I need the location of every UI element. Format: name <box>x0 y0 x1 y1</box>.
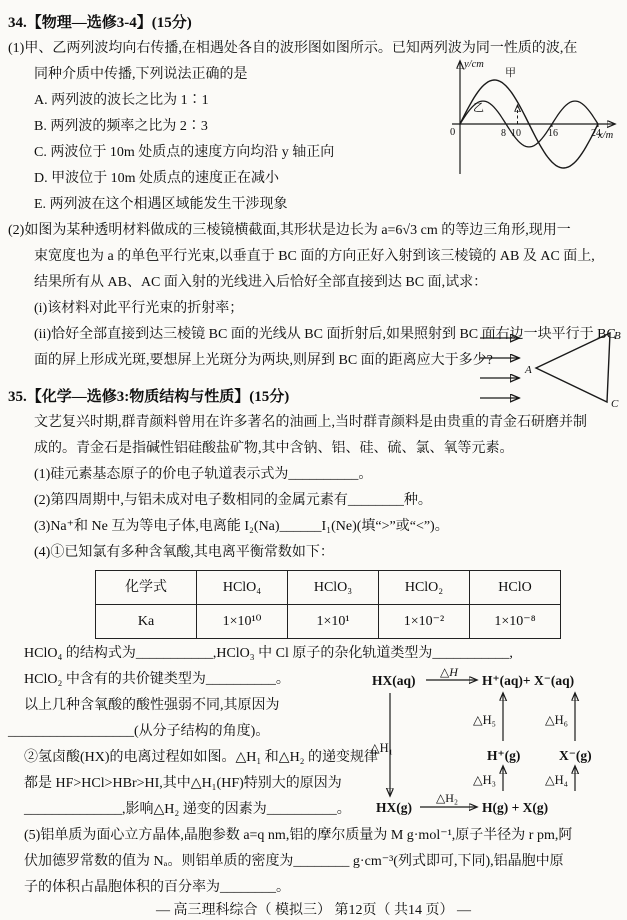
ka-header-formula: 化学式 <box>96 571 197 605</box>
ka-header-hclo: HClO <box>470 571 561 605</box>
cycle-dh4-label: △H₄ <box>545 773 568 787</box>
ka-header-hclo4: HClO₄ <box>197 571 288 605</box>
ka-header-hclo2: HClO₂ <box>379 571 470 605</box>
q34-p2-line1: (2)如图为某种透明材料做成的三棱镜横截面,其形状是边长为 a=6√3 cm 的等边三角形,现用一 <box>8 223 571 238</box>
q34-p2-line2: 束宽度也为 a 的单色平行光束,以垂直于 BC 面的方向正好入射到该三棱镜的 AB 及 AC 面上, <box>34 249 595 264</box>
ka-hclo-value: 1×10⁻⁸ <box>470 605 561 639</box>
q35-left-line1: HClO₂ 中含有的共价键类型为__________。 <box>24 672 290 687</box>
q35-intro-line2: 成的。青金石是指碱性铝硅酸盐矿物,其中含钠、铝、硅、硫、氯、氧等元素。 <box>34 441 514 456</box>
wave-tick-10-label: 10 <box>511 128 521 139</box>
cycle-h-ion-g: H⁺(g) <box>487 748 521 763</box>
q35-item2: (2)第四周期中,与铝未成对电子数相同的金属元素有________种。 <box>34 493 432 508</box>
prism-vertex-b-label: B <box>614 330 621 342</box>
wave-x-label: x/m <box>598 130 614 141</box>
q35-left-line5: 都是 HF>HCl>HBr>HI,其中△H₁(HF)特别大的原因为 <box>24 776 342 791</box>
q34-p2-line6: 面的屏上形成光斑,要想屏上光斑分为两块,则屏到 BC 面的距离应大于多少? <box>34 353 493 368</box>
q34-header: 34.【物理—选修3-4】(15分) <box>8 15 192 31</box>
cycle-dh2-label: △H₂ <box>436 791 459 805</box>
q35-item4: (4)①已知氯有多种含氧酸,其电离平衡常数如下： <box>34 545 334 560</box>
ka-label: Ka <box>96 605 197 639</box>
cycle-hx-aq: HX(aq) <box>372 673 416 688</box>
ka-hclo3-value: 1×10¹ <box>288 605 379 639</box>
prism-vertex-c-label: C <box>611 398 619 408</box>
q34-option-c: C. 两波位于 10m 处质点的速度方向均沿 y 轴正向 <box>34 145 335 160</box>
ka-hclo2-value: 1×10⁻² <box>379 605 470 639</box>
ka-header-hclo3: HClO₃ <box>288 571 379 605</box>
q35-item5-block <box>0 823 627 901</box>
energy-cycle-diagram <box>370 668 624 818</box>
cycle-hx-g: HX(g) <box>376 800 412 815</box>
q35-item5-line2: 伏加德罗常数的值为 Nₐ。则铝单质的密度为________ g·cm⁻³(列式即可,下同),铝晶胞中原 <box>24 854 564 869</box>
prism-vertex-a-label: A <box>525 364 532 376</box>
q34-p2-line5: (ii)恰好全部直接到达三棱镜 BC 面的光线从 BC 面折射后,如果照射到 BC 面右边一块平行于 BC <box>34 327 616 342</box>
q35-item5-line3: 子的体积占晶胞体积的百分率为________。 <box>24 880 290 895</box>
prism-diagram <box>476 328 626 408</box>
q35-item3: (3)Na⁺和 Ne 互为等电子体,电离能 I₂(Na)______I₁(Ne)(填“>”或“<”)。 <box>34 519 449 534</box>
wave-origin-label: 0 <box>450 127 456 138</box>
wave-y-label: y/cm <box>464 59 484 70</box>
wave-tick-16-label: 16 <box>548 128 558 139</box>
q35-left-line4: ②氢卤酸(HX)的电离过程如如图。△H₁ 和△H₂ 的递变规律 <box>24 750 379 765</box>
q34-p2-line3: 结果所有从 AB、AC 面入射的光线进入后恰好全部直接到达 BC 面,试求： <box>34 275 488 290</box>
q34-p1-line1: (1)甲、乙两列波均向右传播,在相遇处各自的波形图如图所示。已知两列波为同一性质的波,在 <box>8 41 578 56</box>
wave-jia-label: 甲 <box>505 67 516 79</box>
ka-table-header-row <box>96 571 561 605</box>
wave-yi-label: 乙 <box>473 102 484 114</box>
q35-item5-line1: (5)铝单质为面心立方晶体,晶胞参数 a=q nm,铝的摩尔质量为 M g·mol⁻¹,原子半径为 r pm,阿 <box>24 828 573 843</box>
q34-p1-line2: 同种介质中传播,下列说法正确的是 <box>34 67 248 82</box>
cycle-prod-g: H(g) + X(g) <box>482 800 549 815</box>
page-footer: — 高三理科综合（ 模拟三） 第12页（ 共14 页） — <box>156 903 471 918</box>
ka-hclo4-value: 1×10¹⁰ <box>197 605 288 639</box>
wave-tick-8-label: 8 <box>501 128 506 139</box>
ka-table <box>95 570 561 639</box>
q35-left-line3: __________________(从分子结构的角度)。 <box>8 724 270 739</box>
cycle-dh-label: △H <box>440 668 458 679</box>
cycle-dh1-label: △H₁ <box>370 741 393 755</box>
wave-tick-24-label: 24 <box>591 128 601 139</box>
q35-item1: (1)硅元素基态原子的价电子轨道表示式为__________。 <box>34 467 373 482</box>
q34-option-e: E. 两列波在这个相遇区域能发生干涉现象 <box>34 197 288 212</box>
wave-diagram <box>448 54 626 178</box>
cycle-dh5-label: △H₅ <box>473 713 496 727</box>
ka-table-value-row <box>96 605 561 639</box>
q35-left-line6: ______________,影响△H₂ 递变的因素为__________。 <box>24 802 351 817</box>
cycle-prod-aq: H⁺(aq)+ X⁻(aq) <box>482 673 575 688</box>
cycle-x-ion-g: X⁻(g) <box>559 748 592 763</box>
cycle-dh6-label: △H₆ <box>545 713 568 727</box>
q34-option-b: B. 两列波的频率之比为 2∶3 <box>34 119 208 134</box>
q35-structure-line: HClO₄ 的结构式为___________,HClO₃ 中 Cl 原子的杂化轨道类型为___________, <box>24 646 513 661</box>
q35-header: 35.【化学—选修3:物质结构与性质】(15分) <box>8 389 290 405</box>
prism-triangle <box>536 333 610 402</box>
question-35 <box>0 384 627 901</box>
cycle-dh3-label: △H₃ <box>473 773 496 787</box>
q34-option-d: D. 甲波位于 10m 处质点的速度正在减小 <box>34 171 279 186</box>
q35-intro-line1: 文艺复兴时期,群青颜料曾用在许多著名的油画上,当时群青颜料是由贵重的青金石研磨并制 <box>34 415 587 430</box>
q34-p2-line4: (i)该材料对此平行光束的折射率； <box>34 301 244 316</box>
q34-option-a: A. 两列波的波长之比为 1∶1 <box>34 93 209 108</box>
q35-left-line2: 以上几种含氧酸的酸性强弱不同,其原因为 <box>24 698 280 713</box>
